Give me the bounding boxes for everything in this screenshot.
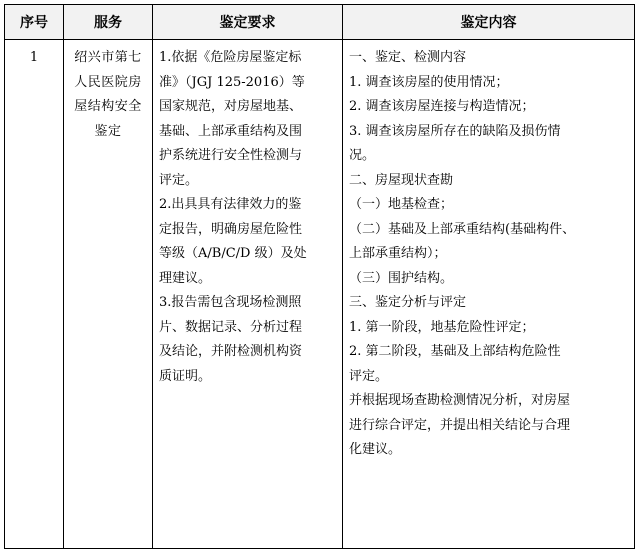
requirement-line: 3.报告需包含现场检测照 [159,295,302,310]
content-line: 进行综合评定，并提出相关结论与合理 [349,417,571,433]
requirement-line: 护系统进行安全性检测与 [159,148,303,163]
cell-requirements [153,40,343,549]
service-line: 人民医院房 [74,74,142,90]
header-requirements: 鉴定要求 [153,5,343,40]
service-line: 屋结构安全 [74,99,142,114]
requirement-line: 等级（A/B/C/D 级）及处 [159,246,307,261]
requirement-line: 理建议。 [159,270,212,286]
requirement-line: 质证明。 [159,368,212,384]
requirement-line: 片、数据记录、分析过程 [159,319,303,335]
requirement-line: 定报告，明确房屋危险性 [159,221,303,237]
content-line: 评定。 [349,368,389,384]
requirement-line: 国家规范，对房屋地基、 [159,99,303,114]
content-line: （二）基础及上部承重结构(基础构件、 [349,221,576,237]
service-line: 绍兴市第七 [74,50,142,65]
header-no: 序号 [5,5,64,40]
appraisal-table [4,4,635,549]
content-line: 上部承重结构）； [349,246,447,261]
content-line: 二、房屋现状查勘 [349,172,454,188]
content-line: 化建议。 [349,442,402,457]
content-line: 1. 第一阶段，地基危险性评定； [349,319,535,335]
content-line: （三）围护结构。 [349,270,454,286]
content-line: 三、鉴定分析与评定 [349,295,467,310]
service-line: 鉴定 [94,123,122,139]
requirement-line: 及结论，并附检测机构资 [159,344,303,359]
cell-service [64,40,153,549]
header-service: 服务 [64,5,153,40]
content-line: 并根据现场查勘检测情况分析，对房屋 [349,393,571,408]
content-line: 2. 调查该房屋连接与构造情况； [349,99,535,114]
content-line: 3. 调查该房屋所存在的缺陷及损伤情 [349,123,561,139]
header-content: 鉴定内容 [343,5,635,40]
cell-no [5,40,64,549]
content-line: （一）地基检查； [349,197,454,212]
row-number: 1 [29,50,39,65]
content-line: 一、鉴定、检测内容 [349,50,467,65]
requirement-line: 准》（JGJ 125-2016）等 [159,74,305,90]
requirement-line: 基础、上部承重结构及围 [159,123,303,139]
content-line: 况。 [349,148,376,163]
cell-content [343,40,635,549]
content-line: 1. 调查该房屋的使用情况； [349,74,509,90]
content-line: 2. 第二阶段，基础及上部结构危险性 [349,344,561,359]
requirement-line: 评定。 [159,172,199,188]
table-row [5,40,635,549]
requirement-line: 2.出具具有法律效力的鉴 [159,197,302,212]
table-header-row [5,5,635,40]
requirement-line: 1.依据《危险房屋鉴定标 [159,50,302,65]
